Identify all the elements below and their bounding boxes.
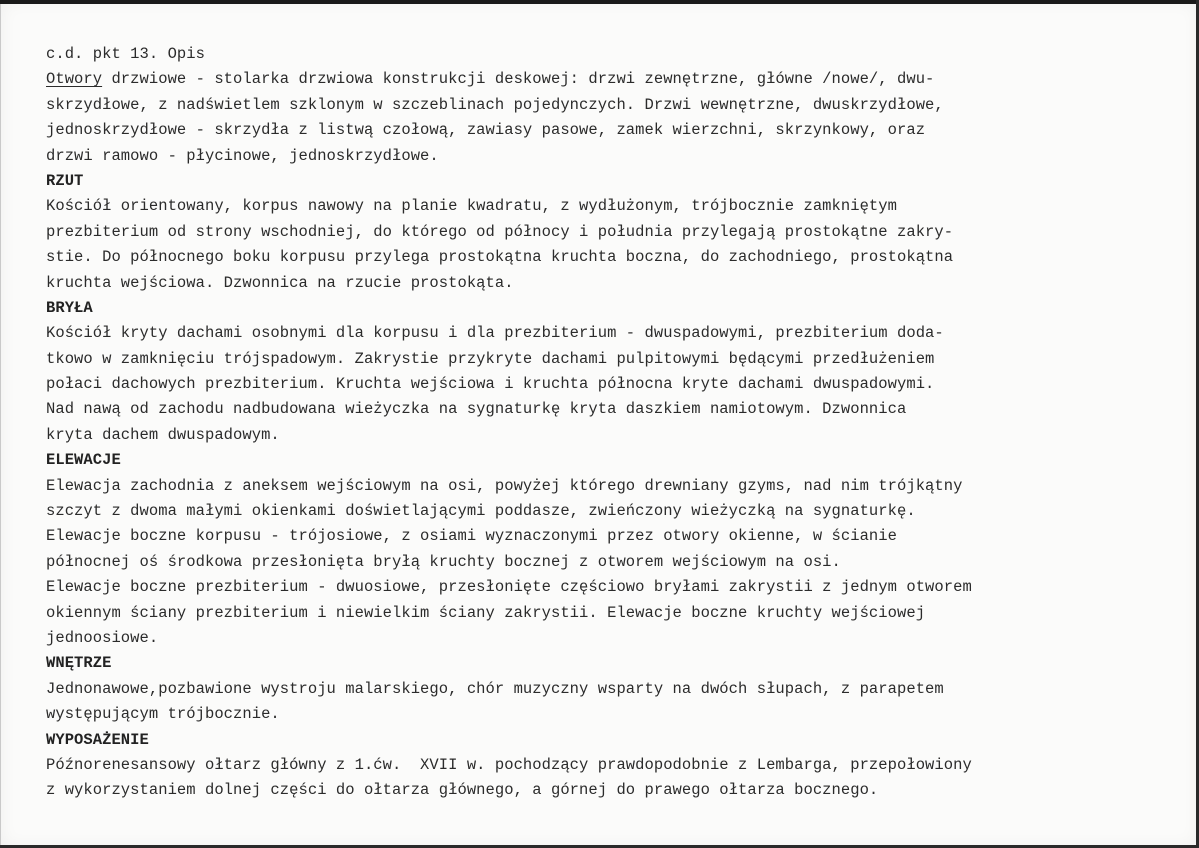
elewacje-line-2: szczyt z dwoma małymi okienkami doświetlającymi poddasze, zwieńczony wieżyczką na sygnaturkę. xyxy=(46,502,916,521)
bryla-line-3: połaci dachowych prezbiterium. Kruchta wejściowa i kruchta północna kryte dachami dwuspadowymi. xyxy=(46,375,935,394)
otwory-line-3: jednoskrzydłowe - skrzydła z listwą czołową, zawiasy pasowe, zamek wierzchni, skrzynkowy, oraz xyxy=(46,121,926,140)
elewacje-line-7: jednoosiowe. xyxy=(46,628,159,647)
bryla-line-2: tkowo w zamknięciu trójspadowym. Zakrystie przykryte dachami pulpitowymi będącymi przedłużeniem xyxy=(46,349,935,368)
scan-edge-top xyxy=(0,0,1199,4)
otwory-line-1 xyxy=(46,67,1166,92)
wnetrze-line-1: Jednonawowe,pozbawione wystroju malarskiego, chór muzyczny wsparty na dwóch słupach, z parapetem xyxy=(46,679,944,698)
elewacje-line-6: okiennym ściany prezbiterium i niewielkim ściany zakrystii. Elewacje boczne kruchty wejściowej xyxy=(46,603,926,622)
section-heading-wyposazenie: WYPOSAŻENIE xyxy=(46,730,149,749)
rzut-line-4: kruchta wejściowa. Dzwonnica na rzucie prostokąta. xyxy=(46,273,514,292)
section-heading-wnetrze: WNĘTRZE xyxy=(46,654,112,673)
wyposazenie-line-1: Późnorenesansowy ołtarz główny z 1.ćw. XVII w. pochodzący prawdopodobnie z Lembarga, przepołowiony xyxy=(46,755,972,774)
elewacje-line-3: Elewacje boczne korpusu - trójosiowe, z osiami wyznaczonymi przez otwory okienne, w ścianie xyxy=(46,527,897,546)
rzut-line-3: stie. Do północnego boku korpusu przylega prostokątna kruchta boczna, do zachodniego, prostokątna xyxy=(46,248,954,267)
bryla-line-5: kryta dachem dwuspadowym. xyxy=(46,425,280,444)
otwory-line-4: drzwi ramowo - płycinowe, jednoskrzydłowe. xyxy=(46,146,439,165)
section-heading-rzut: RZUT xyxy=(46,171,84,190)
otwory-label: Otwory xyxy=(46,70,103,89)
bryla-line-1: Kościół kryty dachami osobnymi dla korpusu i dla prezbiterium - dwuspadowymi, prezbiterium doda- xyxy=(46,324,944,343)
wnetrze-line-2: występującym trójbocznie. xyxy=(46,705,280,724)
rzut-line-1: Kościół orientowany, korpus nawowy na planie kwadratu, z wydłużonym, trójbocznie zamkniętym xyxy=(46,197,897,216)
section-heading-elewacje: ELEWACJE xyxy=(46,451,121,470)
elewacje-line-1: Elewacja zachodnia z aneksem wejściowym na osi, powyżej którego drewniany gzyms, nad nim trójkątny xyxy=(46,476,963,495)
rzut-line-2: prezbiterium od strony wschodniej, do którego od północy i południa przylegają prostokątne zakry- xyxy=(46,222,954,241)
section-heading-bryla: BRYŁA xyxy=(46,298,93,317)
header-line: c.d. pkt 13. Opis xyxy=(46,45,205,63)
otwory-line-2: skrzydłowe, z nadświetlem szklonym w szczeblinach pojedynczych. Drzwi wewnętrzne, dwuskrzydłowe, xyxy=(46,95,944,114)
document-text xyxy=(46,42,1166,804)
wyposazenie-line-2: z wykorzystaniem dolnej części do ołtarza głównego, a górnej do prawego ołtarza bocznego. xyxy=(46,781,879,800)
otwory-line-1-text: drzwiowe - stolarka drzwiowa konstrukcji deskowej: drzwi zewnętrzne, główne /nowe/, dwu- xyxy=(102,70,935,89)
elewacje-line-4: północnej oś środkowa przesłonięta bryłą kruchty bocznej z otworem wejściowym na osi. xyxy=(46,552,841,571)
bryla-line-4: Nad nawą od zachodu nadbudowana wieżyczka na sygnaturkę kryta daszkiem namiotowym. Dzwonnica xyxy=(46,400,907,419)
elewacje-line-5: Elewacje boczne prezbiterium - dwuosiowe, przesłonięte częściowo bryłami zakrystii z jednym otworem xyxy=(46,578,972,597)
